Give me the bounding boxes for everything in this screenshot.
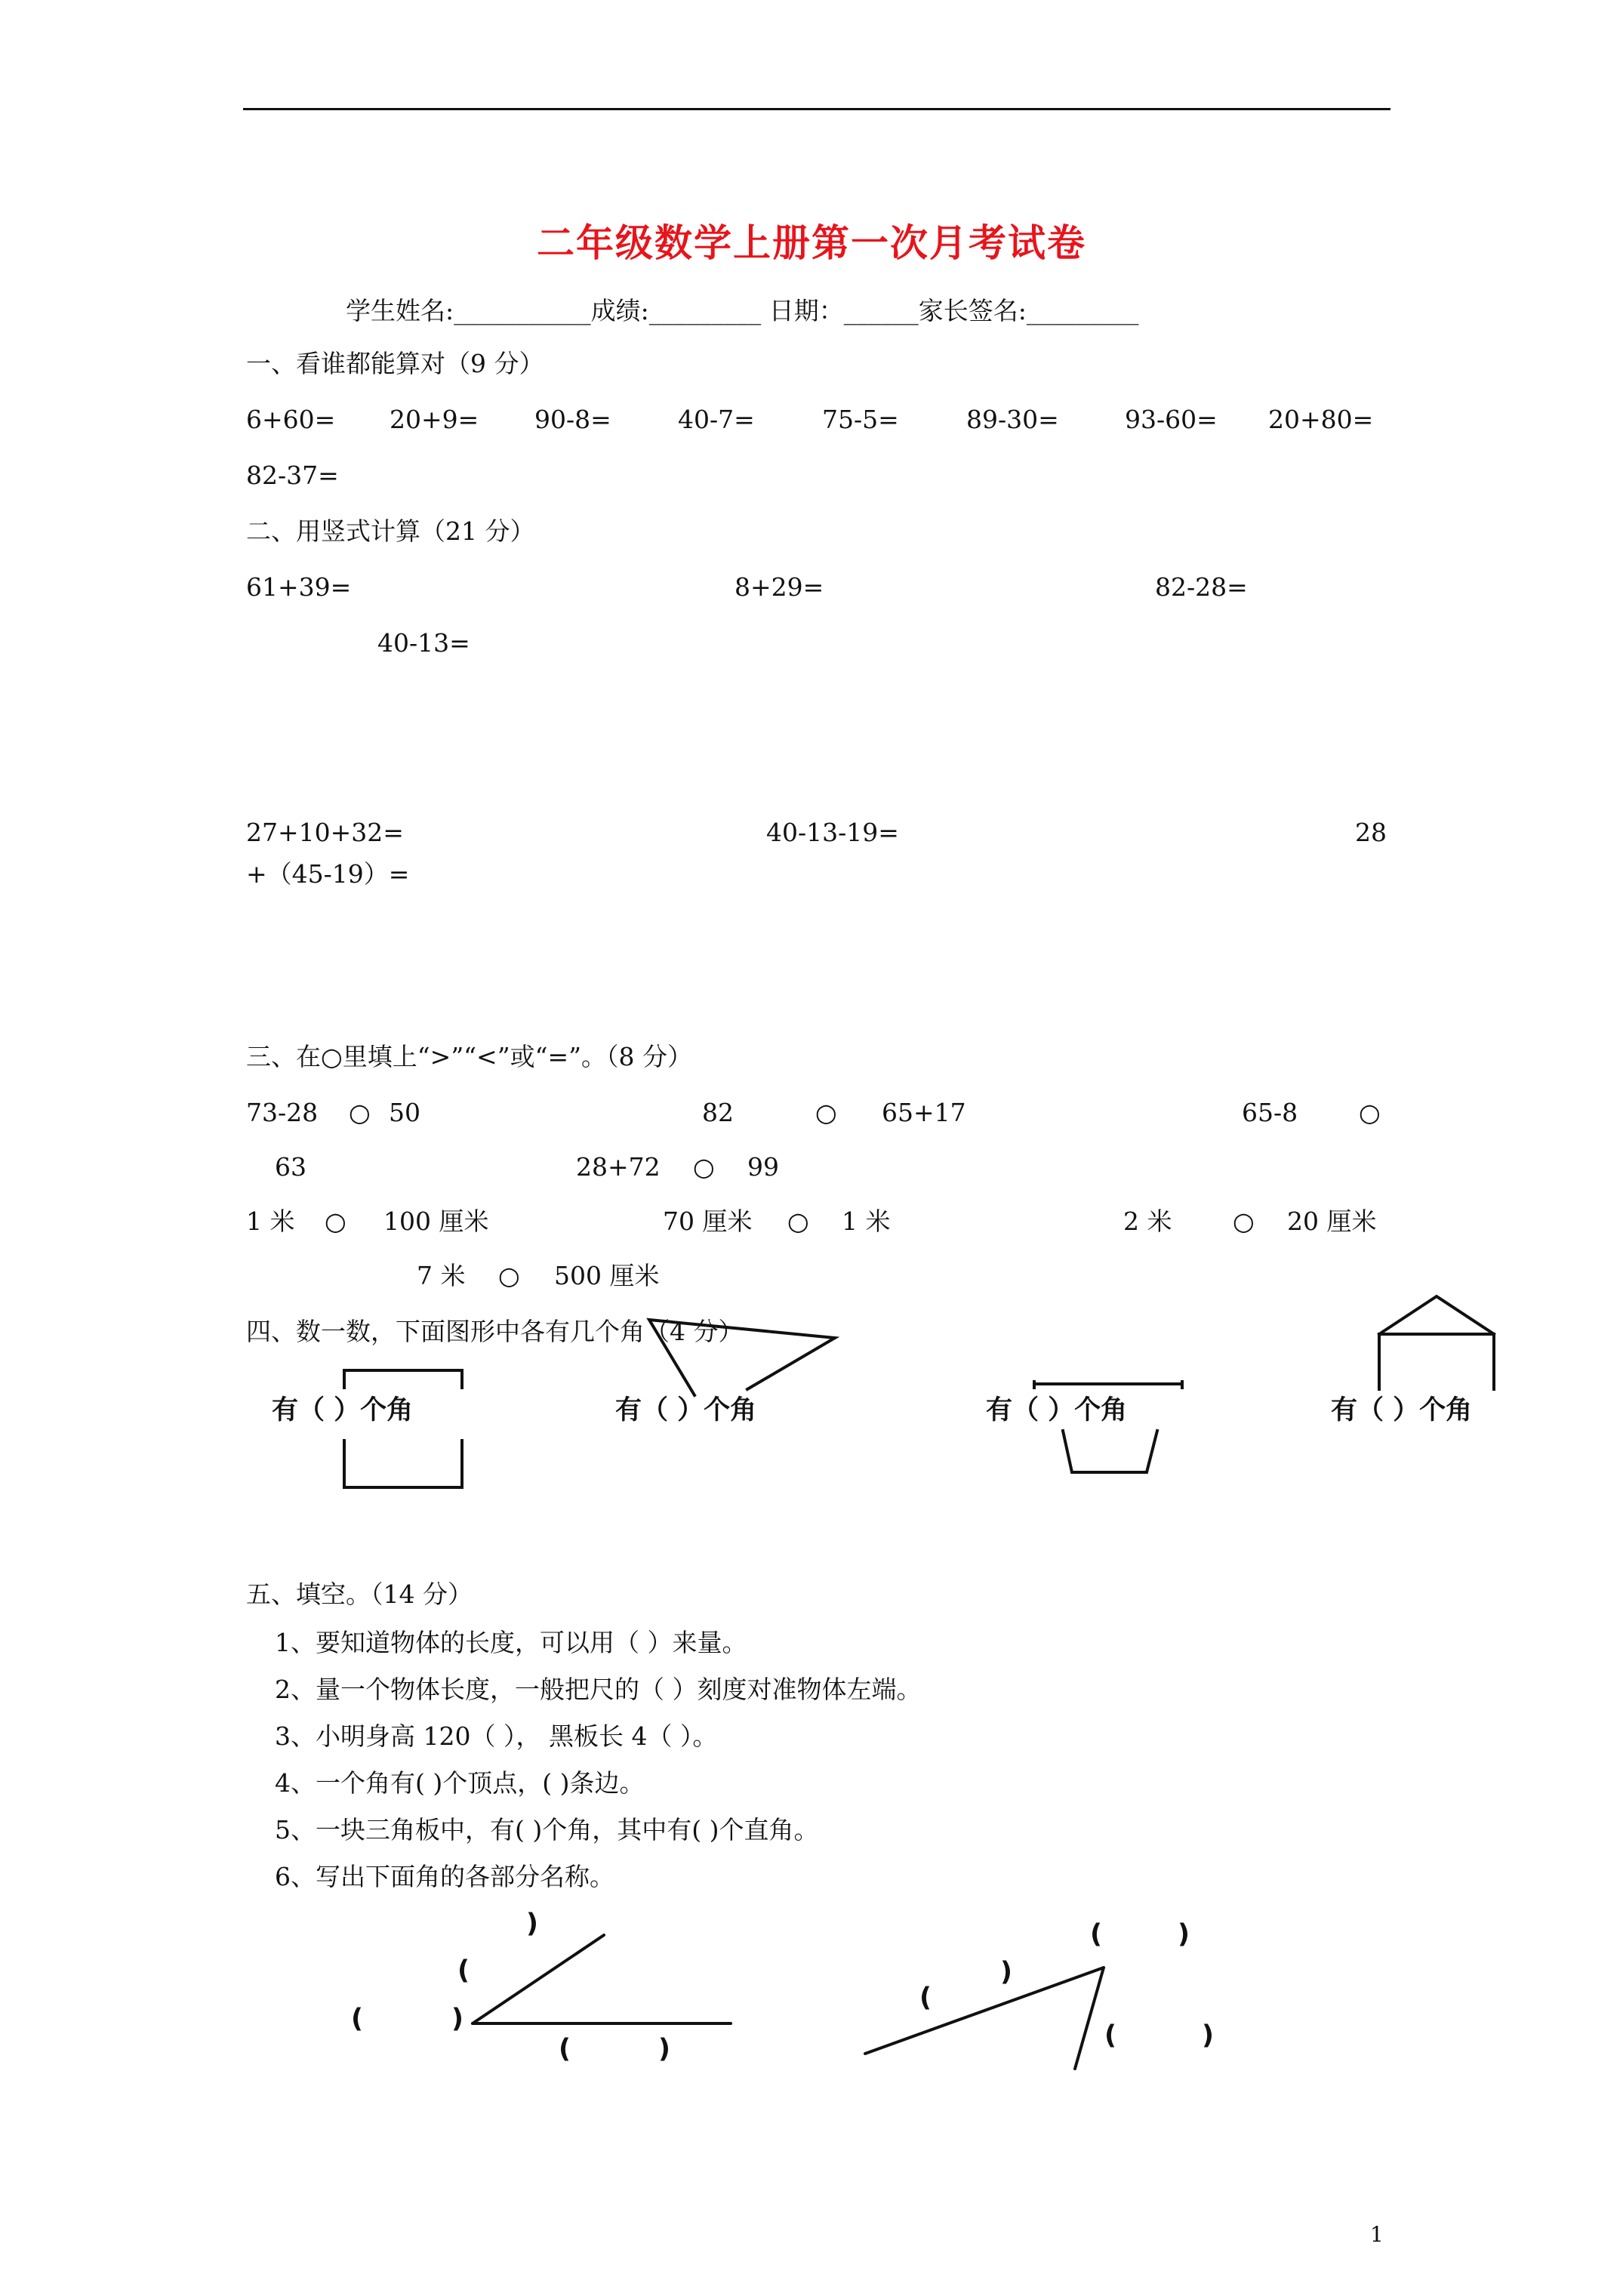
calc-item: 89-30= [966,405,1059,434]
calc-item: 90-8= [534,405,611,434]
angle-count-label: 有（ ）个角 [615,1395,757,1425]
compare-item: 82 [702,1098,734,1127]
compare-item: 1 米 [246,1207,295,1236]
label-paren-open: ( [1104,2020,1116,2051]
section1-heading: 一、看谁都能算对（9 分） [246,349,544,378]
section3-heading: 三、在○里填上“>”“<”或“=”。（8 分） [246,1042,692,1071]
calc-item: 20+9= [390,405,479,434]
angle2-ray-short [1075,1968,1104,2069]
fill-blank-item: 5、一块三角板中，有( )个角，其中有( )个直角。 [275,1815,819,1845]
fill-blank-item: 6、写出下面角的各部分名称。 [275,1862,614,1891]
compare-circle: ○ [787,1207,809,1236]
fill-blank-item: 1、要知道物体的长度，可以用（ ）来量。 [275,1628,747,1657]
page-title: 二年级数学上册第一次月考试卷 [537,220,1086,265]
vertical-calc-item: 40-13= [377,628,470,658]
compare-item: 70 厘米 [663,1207,753,1236]
angle-count-label: 有（ ）个角 [272,1395,414,1425]
vertical-calc-item: 8+29= [735,572,824,602]
angle-count-label: 有（ ）个角 [986,1395,1128,1425]
angle1-ray-upper [473,1935,604,2023]
fill-blank-item: 3、小明身高 120（ ）， 黑板长 4（ ）。 [275,1721,718,1751]
vertical-calc-item: 27+10+32= [246,818,404,847]
compare-item: 2 米 [1123,1207,1172,1236]
compare-item: 65+17 [882,1098,966,1127]
label-paren-close: ) [526,1909,538,1939]
compare-item: 28+72 [576,1152,661,1182]
calc-item: 93-60= [1125,405,1218,434]
compare-item: 500 厘米 [554,1261,660,1290]
student-info-fields: 学生姓名:___________成绩:_________ 日期：______家长签名:_________ [346,296,1139,325]
angle2-ray-long [865,1968,1104,2054]
angle-count-label: 有（ ）个角 [1331,1395,1473,1425]
page-number: 1 [1370,2222,1384,2247]
label-paren-open: ( [351,2004,363,2034]
vertical-calc-item: +（45-19）= [246,859,410,889]
calc-item: 82-37= [246,461,339,490]
vertical-calc-item: 28 [1355,818,1387,847]
compare-item: 65-8 [1242,1098,1298,1127]
compare-circle: ○ [1359,1098,1381,1127]
vertical-calc-item: 82-28= [1155,572,1248,602]
compare-circle: ○ [498,1261,520,1290]
fill-blank-item: 4、一个角有( )个顶点，( )条边。 [275,1768,645,1798]
compare-item: 20 厘米 [1287,1207,1377,1236]
label-paren-close: ) [1000,1957,1012,1987]
compare-item: 100 厘米 [383,1207,489,1236]
fill-blank-item: 2、量一个物体长度，一般把尺的（ ）刻度对准物体左端。 [275,1675,922,1704]
label-paren-open: ( [919,1983,932,2013]
compare-circle: ○ [349,1098,371,1127]
compare-circle: ○ [1233,1207,1255,1236]
vertical-calc-item: 61+39= [246,572,352,602]
compare-circle: ○ [325,1207,346,1236]
label-paren-open: ( [457,1955,470,1986]
calc-item: 75-5= [822,405,899,434]
label-paren-close: ) [1178,1919,1190,1949]
compare-circle: ○ [815,1098,837,1127]
vertical-calc-item: 40-13-19= [766,818,899,847]
label-paren-open: ( [1090,1919,1102,1949]
section5-heading: 五、填空。（14 分） [246,1579,473,1609]
label-paren-open: ( [559,2034,571,2064]
calc-item: 20+80= [1268,405,1374,434]
label-paren-close: ) [1202,2020,1214,2051]
section4-heading: 四、数一数，下面图形中各有几个角（4 分） [246,1317,744,1346]
compare-item: 63 [275,1152,306,1182]
compare-circle: ○ [693,1152,715,1182]
calc-item: 40-7= [678,405,755,434]
compare-item: 50 [389,1098,420,1127]
calc-item: 6+60= [246,405,336,434]
compare-item: 7 米 [417,1261,466,1290]
label-paren-close: ) [658,2034,670,2064]
compare-item: 1 米 [842,1207,891,1236]
label-paren-close: ) [451,2004,463,2034]
compare-item: 99 [747,1152,779,1182]
compare-item: 73-28 [246,1098,319,1127]
section2-heading: 二、用竖式计算（21 分） [246,516,535,546]
